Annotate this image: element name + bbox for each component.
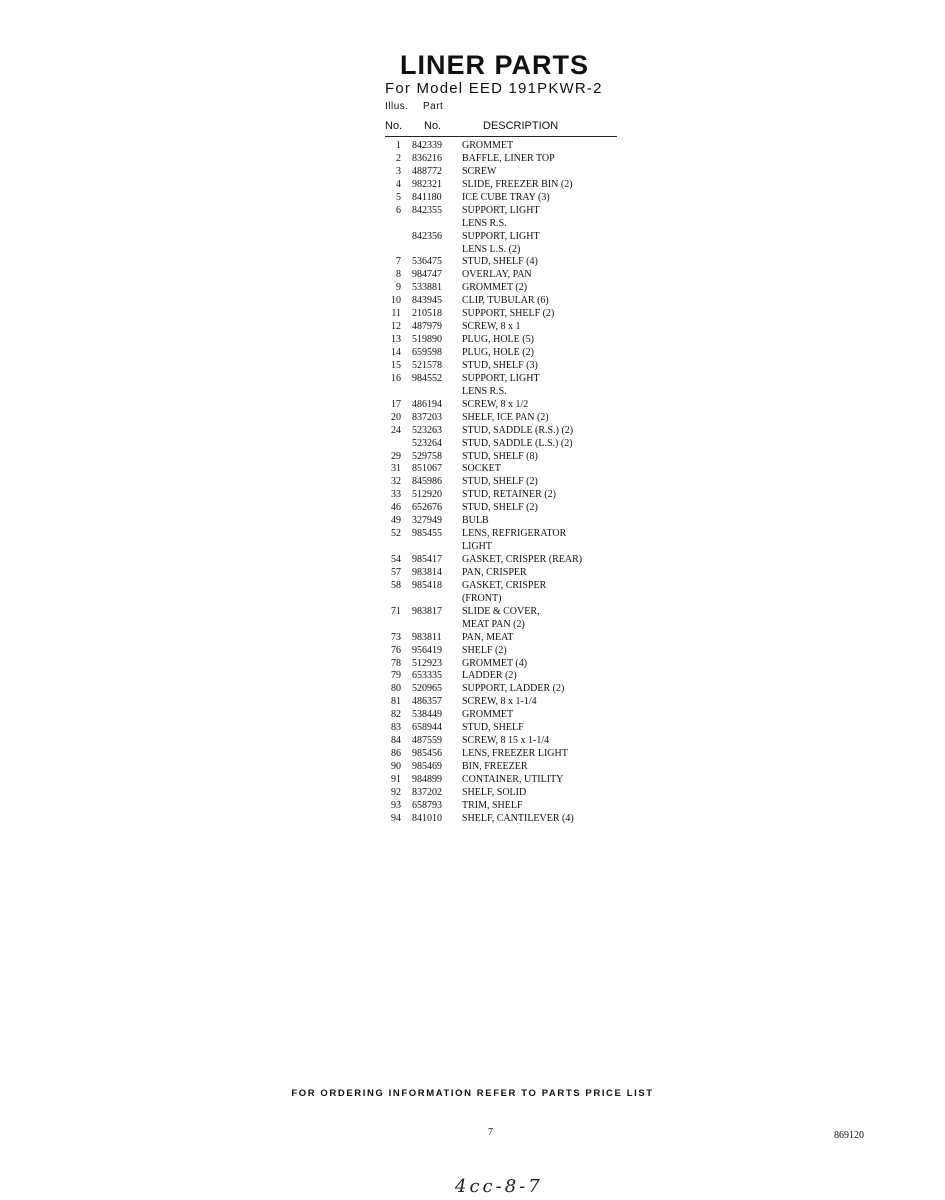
- part-number: 985469: [412, 761, 442, 772]
- illus-number: 32: [391, 476, 401, 488]
- part-description: SUPPORT, LIGHT: [462, 204, 540, 216]
- part-number: 851067: [412, 463, 442, 475]
- part-description: CLIP, TUBULAR (6): [462, 295, 549, 307]
- part-number: 488772: [412, 165, 442, 177]
- part-number: 985417: [412, 554, 442, 565]
- illus-number: 17: [391, 398, 401, 410]
- illus-number: 20: [391, 411, 401, 423]
- part-description: SCREW, 8 x 1-1/4: [462, 696, 537, 708]
- part-number: 984747: [412, 269, 442, 281]
- part-row: [385, 593, 625, 606]
- part-description: LENS, REFRIGERATOR: [462, 528, 567, 540]
- part-description: SCREW, 8 x 1: [462, 321, 521, 333]
- illus-number: 15: [391, 359, 401, 371]
- part-description: GROMMET: [462, 709, 514, 721]
- part-row: [385, 360, 625, 373]
- part-number: 538449: [412, 709, 442, 721]
- part-row: [385, 735, 625, 748]
- part-description: STUD, SADDLE (R.S.) (2): [462, 424, 574, 436]
- part-row: [385, 683, 625, 696]
- part-number: 837203: [412, 411, 442, 423]
- part-number: 486357: [412, 696, 442, 708]
- part-number: 658793: [412, 799, 442, 811]
- part-description: BULB: [462, 515, 489, 527]
- part-description: STUD, RETAINER (2): [462, 489, 556, 501]
- illus-number: 24: [391, 424, 401, 436]
- part-header-label: Part: [423, 101, 444, 112]
- part-row: [385, 179, 625, 192]
- part-number: 845986: [412, 476, 442, 488]
- part-description: (FRONT): [462, 592, 502, 604]
- illus-number: 92: [391, 786, 401, 798]
- part-row: [385, 425, 625, 438]
- parts-list: [385, 140, 625, 826]
- illus-number: 91: [391, 773, 401, 785]
- illus-number: 84: [391, 735, 401, 747]
- part-row: [385, 761, 625, 774]
- part-row: [385, 153, 625, 166]
- part-number: 985418: [412, 579, 442, 591]
- part-description: SCREW, 8 x 1/2: [462, 398, 529, 410]
- part-number: 658944: [412, 722, 442, 734]
- part-description: SUPPORT, LIGHT: [462, 372, 540, 384]
- part-number: 837202: [412, 786, 442, 798]
- part-number: 487979: [412, 321, 442, 333]
- part-description: LENS L.S. (2): [462, 243, 521, 255]
- part-row: [385, 554, 625, 567]
- part-description: SHELF, CANTILEVER (4): [462, 812, 574, 824]
- illus-number: 80: [391, 683, 401, 695]
- part-description: SUPPORT, LIGHT: [462, 230, 540, 242]
- part-row: [385, 140, 625, 153]
- part-description: MEAT PAN (2): [462, 618, 525, 630]
- part-description: STUD, SHELF (4): [462, 256, 538, 268]
- part-number: 983814: [412, 566, 442, 578]
- part-row: [385, 696, 625, 709]
- part-description: SHELF (2): [462, 644, 507, 656]
- part-description: PLUG, HOLE (5): [462, 334, 534, 346]
- part-number: 842355: [412, 204, 442, 216]
- part-number: 521578: [412, 359, 442, 371]
- part-number: 486194: [412, 398, 442, 410]
- part-row: [385, 813, 625, 826]
- part-description: PAN, MEAT: [462, 631, 514, 643]
- illus-number: 52: [391, 528, 401, 540]
- part-number: 841180: [412, 191, 442, 203]
- part-number: 523264: [412, 437, 442, 449]
- part-row: [385, 244, 625, 257]
- part-row: [385, 670, 625, 683]
- illus-number: 5: [396, 191, 401, 203]
- part-description: SOCKET: [462, 463, 501, 475]
- illus-number: 90: [391, 761, 401, 772]
- illus-number: 76: [391, 644, 401, 656]
- illus-number: 57: [391, 566, 401, 578]
- part-row: [385, 632, 625, 645]
- illus-number: 2: [396, 152, 401, 164]
- illus-no-header: No.: [385, 120, 403, 132]
- part-description: STUD, SHELF (2): [462, 502, 538, 514]
- part-row: [385, 218, 625, 231]
- part-description: LENS R.S.: [462, 217, 507, 229]
- part-row: [385, 722, 625, 735]
- illus-number: 29: [391, 450, 401, 462]
- part-description: STUD, SHELF (3): [462, 359, 538, 371]
- part-number: 982321: [412, 178, 442, 190]
- part-number: 985456: [412, 748, 442, 760]
- part-number: 983811: [412, 631, 442, 643]
- part-number: 487559: [412, 735, 442, 747]
- document-number: 869120: [834, 1130, 864, 1141]
- part-description: SUPPORT, LADDER (2): [462, 683, 565, 695]
- part-description: ICE CUBE TRAY (3): [462, 191, 550, 203]
- part-row: [385, 787, 625, 800]
- part-description: STUD, SADDLE (L.S.) (2): [462, 437, 573, 449]
- part-description: SHELF, ICE PAN (2): [462, 411, 549, 423]
- illus-number: 12: [391, 321, 401, 333]
- part-description: SUPPORT, SHELF (2): [462, 308, 555, 320]
- part-description: GASKET, CRISPER (REAR): [462, 554, 583, 565]
- illus-number: 83: [391, 722, 401, 734]
- part-row: [385, 347, 625, 360]
- part-description: STUD, SHELF: [462, 722, 524, 734]
- illus-number: 46: [391, 502, 401, 514]
- part-description: STUD, SHELF (8): [462, 450, 538, 462]
- part-row: [385, 515, 625, 528]
- part-description: BIN, FREEZER: [462, 761, 528, 772]
- illus-number: 13: [391, 334, 401, 346]
- part-number: 984899: [412, 773, 442, 785]
- part-number: 536475: [412, 256, 442, 268]
- description-header: DESCRIPTION: [483, 120, 559, 132]
- part-no-header: No.: [424, 120, 442, 132]
- part-description: GASKET, CRISPER: [462, 579, 547, 591]
- illus-number: 3: [396, 165, 401, 177]
- illus-number: 14: [391, 347, 401, 358]
- part-number: 519890: [412, 334, 442, 346]
- part-number: 520965: [412, 683, 442, 695]
- part-description: SLIDE & COVER,: [462, 605, 540, 617]
- ordering-note: FOR ORDERING INFORMATION REFER TO PARTS PRICE LIST: [291, 1088, 654, 1099]
- part-number: 843945: [412, 295, 442, 307]
- part-row: [385, 606, 625, 619]
- part-description: GROMMET (2): [462, 282, 528, 294]
- part-row: [385, 541, 625, 554]
- part-number: 512923: [412, 657, 442, 669]
- part-row: [385, 334, 625, 347]
- part-number: 210518: [412, 308, 442, 320]
- illus-number: 54: [391, 554, 401, 565]
- illus-number: 16: [391, 372, 401, 384]
- illus-number: 58: [391, 579, 401, 591]
- part-description: OVERLAY, PAN: [462, 269, 532, 281]
- part-row: [385, 645, 625, 658]
- header-rule: [385, 136, 617, 137]
- part-description: STUD, SHELF (2): [462, 476, 538, 488]
- part-number: 956419: [412, 644, 442, 656]
- part-description: LENS, FREEZER LIGHT: [462, 748, 568, 760]
- illus-number: 1: [396, 140, 401, 151]
- illus-number: 73: [391, 631, 401, 643]
- part-description: PLUG, HOLE (2): [462, 347, 534, 358]
- column-header: [385, 120, 617, 136]
- part-row: [385, 567, 625, 580]
- part-row: [385, 386, 625, 399]
- part-description: CONTAINER, UTILITY: [462, 773, 564, 785]
- part-row: [385, 774, 625, 787]
- illus-number: 31: [391, 463, 401, 475]
- part-description: LIGHT: [462, 541, 492, 553]
- part-number: 842356: [412, 230, 442, 242]
- illus-number: 11: [391, 308, 401, 320]
- part-number: 836216: [412, 152, 442, 164]
- part-row: [385, 489, 625, 502]
- illus-header-label: Illus.: [385, 101, 409, 112]
- part-number: 985455: [412, 528, 442, 540]
- part-number: 529758: [412, 450, 442, 462]
- part-row: [385, 205, 625, 218]
- illus-number: 81: [391, 696, 401, 708]
- part-row: [385, 166, 625, 179]
- illus-number: 71: [391, 605, 401, 617]
- page-title: LINER PARTS: [400, 50, 590, 80]
- part-row: [385, 658, 625, 671]
- part-row: [385, 373, 625, 386]
- part-row: [385, 502, 625, 515]
- illus-number: 86: [391, 748, 401, 760]
- part-number: 533881: [412, 282, 442, 294]
- part-row: [385, 619, 625, 632]
- part-row: [385, 438, 625, 451]
- illus-number: 10: [391, 295, 401, 307]
- part-number: 523263: [412, 424, 442, 436]
- part-description: LADDER (2): [462, 670, 517, 682]
- part-row: [385, 476, 625, 489]
- illus-number: 78: [391, 657, 401, 669]
- part-number: 652676: [412, 502, 442, 514]
- part-row: [385, 580, 625, 593]
- part-number: 983817: [412, 605, 442, 617]
- part-description: SCREW: [462, 165, 497, 177]
- illus-number: 79: [391, 670, 401, 682]
- handwritten-note: 4cc-8-7: [455, 1176, 543, 1197]
- illus-number: 6: [396, 204, 401, 216]
- part-row: [385, 256, 625, 269]
- part-row: [385, 800, 625, 813]
- part-number: 842339: [412, 140, 442, 151]
- part-row: [385, 295, 625, 308]
- page-number: 7: [488, 1127, 493, 1138]
- illus-number: 93: [391, 799, 401, 811]
- part-row: [385, 748, 625, 761]
- part-row: [385, 282, 625, 295]
- illus-number: 49: [391, 515, 401, 527]
- part-number: 653335: [412, 670, 442, 682]
- illus-number: 7: [396, 256, 401, 268]
- illus-number: 4: [396, 178, 401, 190]
- illus-number: 9: [396, 282, 401, 294]
- part-description: PAN, CRISPER: [462, 566, 527, 578]
- part-description: GROMMET: [462, 140, 514, 151]
- part-row: [385, 231, 625, 244]
- part-row: [385, 528, 625, 541]
- part-row: [385, 451, 625, 464]
- part-row: [385, 412, 625, 425]
- illus-number: 94: [391, 812, 401, 824]
- part-row: [385, 709, 625, 722]
- part-description: SHELF, SOLID: [462, 786, 527, 798]
- part-description: BAFFLE, LINER TOP: [462, 152, 555, 164]
- part-row: [385, 308, 625, 321]
- part-number: 659598: [412, 347, 442, 358]
- column-header-top: [385, 101, 444, 112]
- illus-number: 33: [391, 489, 401, 501]
- illus-number: 8: [396, 269, 401, 281]
- part-row: [385, 192, 625, 205]
- part-row: [385, 463, 625, 476]
- part-description: SLIDE, FREEZER BIN (2): [462, 178, 573, 190]
- part-description: SCREW, 8 15 x 1-1/4: [462, 735, 550, 747]
- model-subtitle: For Model EED 191PKWR-2: [385, 80, 603, 97]
- part-number: 984552: [412, 372, 442, 384]
- part-row: [385, 269, 625, 282]
- part-description: LENS R.S.: [462, 385, 507, 397]
- part-number: 512920: [412, 489, 442, 501]
- part-description: TRIM, SHELF: [462, 799, 523, 811]
- part-number: 327949: [412, 515, 442, 527]
- part-row: [385, 321, 625, 334]
- part-number: 841010: [412, 812, 442, 824]
- illus-number: 82: [391, 709, 401, 721]
- part-row: [385, 399, 625, 412]
- part-description: GROMMET (4): [462, 657, 528, 669]
